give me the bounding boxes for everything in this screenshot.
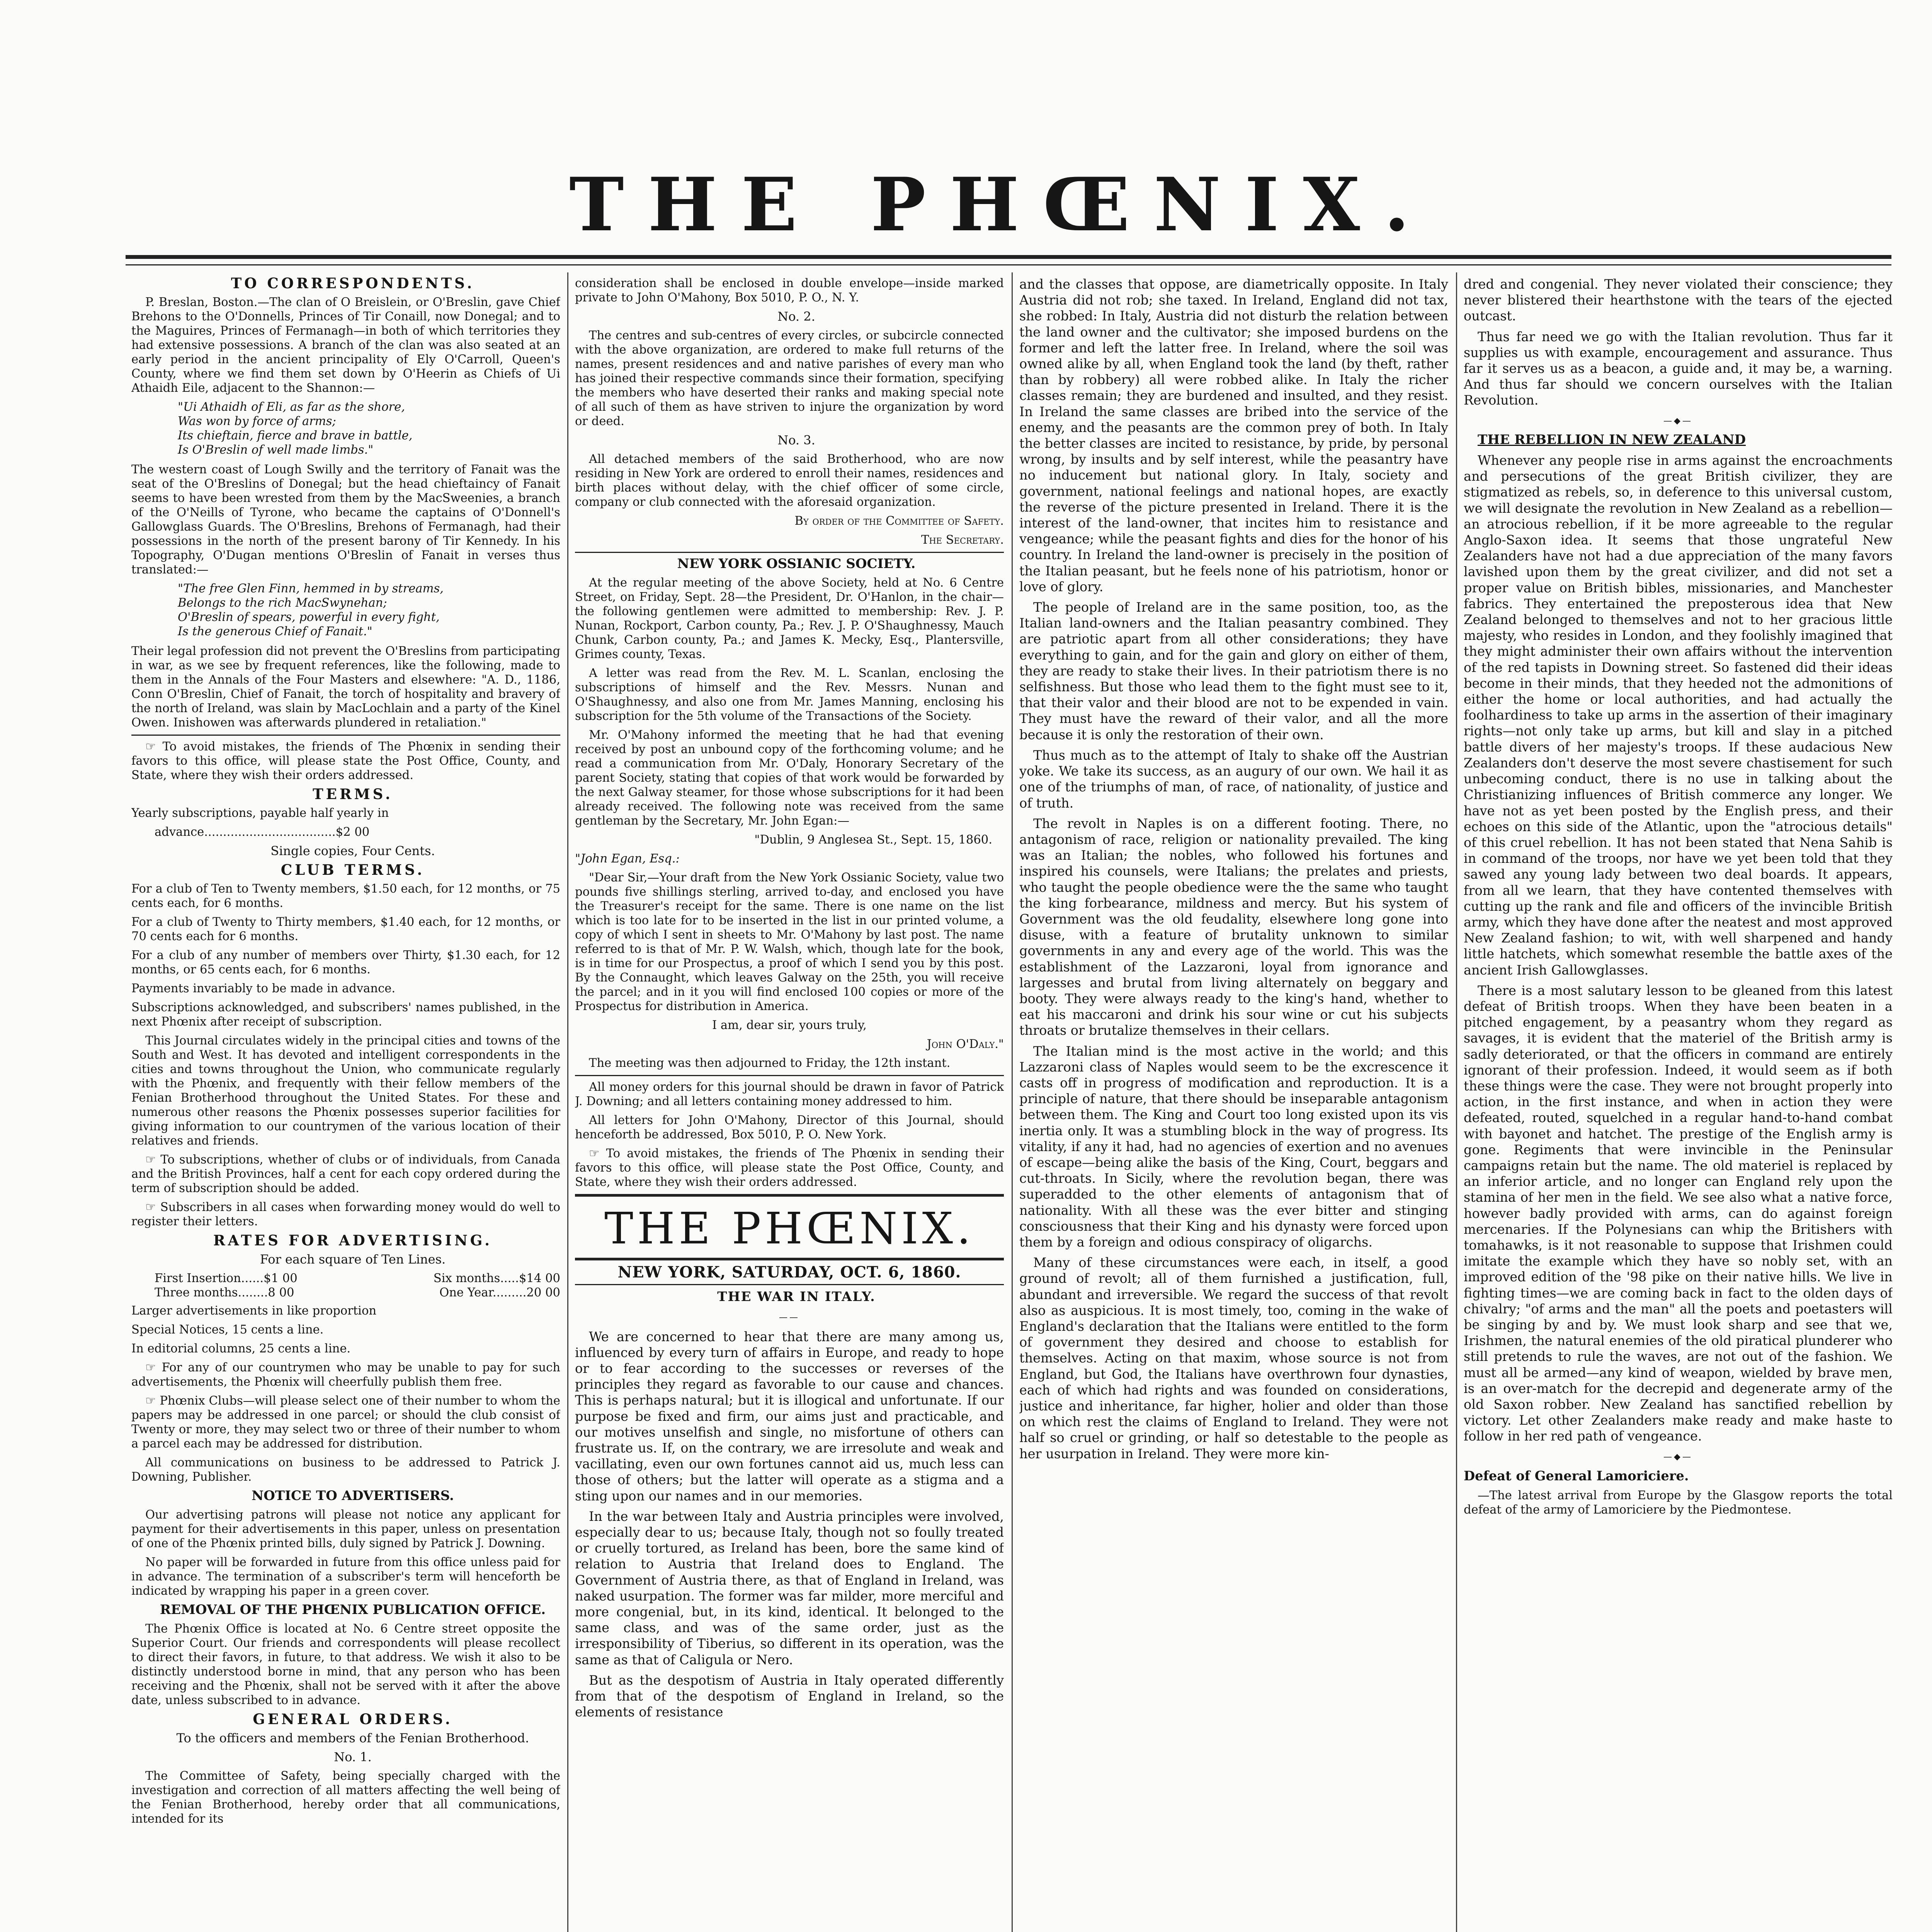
order-signature: By order of the Committee of Safety. bbox=[794, 514, 1004, 528]
club-term: For a club of Twenty to Thirty members, $1.40 each, for 12 months, or 70 cents each for 6 months. bbox=[131, 915, 560, 943]
letter-salutation: "John Egan, Esq.: bbox=[575, 852, 680, 866]
notice: All letters for John O'Mahony, Director of this Journal, should henceforth be addressed, Box 5010, P. O. New York. bbox=[575, 1114, 1004, 1141]
section-rule bbox=[575, 1284, 1004, 1285]
article-paragraph: Thus much as to the attempt of Italy to shake off the Austrian yoke. We take its success, as an augury of our own. We hail it as one of the triumphs of man, of race, of nationality, of justice and of truth. bbox=[1019, 747, 1448, 811]
general-orders-heading: GENERAL ORDERS. bbox=[253, 1711, 453, 1728]
dateline: NEW YORK, SATURDAY, OCT. 6, 1860. bbox=[617, 1263, 961, 1281]
masthead-rule-thin bbox=[126, 264, 1891, 265]
rate-first-insertion: First Insertion......$1 00 bbox=[155, 1272, 298, 1285]
order-paragraph: The centres and sub-centres of every circles, or subcircle connected with the above organization, are ordered to make full returns of the names, present residences and and native parishes of every man who has joined their respective commands since their formation, specifying the members who have deserted their ranks and making special note of all such of them as have striven to injure the organization by word or deed. bbox=[575, 329, 1004, 428]
verse bbox=[178, 582, 560, 639]
club-term: For a club of any number of members over Thirty, $1.30 each, for 12 months, or 65 cents each, for 6 months. bbox=[131, 949, 560, 976]
notice: ☞ To avoid mistakes, the friends of The Phœnix in sending their favors to this office, will please state the Post Office, County, and State, where they wish their orders addressed. bbox=[575, 1147, 1004, 1189]
section-rule bbox=[575, 1075, 1004, 1076]
column-4 bbox=[1464, 276, 1893, 1932]
notice: ☞ Subscribers in all cases when forwarding money would do well to register their letters. bbox=[131, 1201, 560, 1228]
club-term: Payments invariably to be made in advance. bbox=[131, 982, 396, 995]
notice: All communications on business to be addressed to Patrick J. Downing, Publisher. bbox=[131, 1456, 560, 1484]
order-number: No. 2. bbox=[777, 309, 815, 324]
letter-body: "Dear Sir,—Your draft from the New York Ossianic Society, value two pounds five shillings sterling, arrived to-day, and enclosed you have the Treasurer's receipt for the same. There is one name on the list which is too late for to be inserted in the list in our printed volume, a copy of which I sent in sheets to Mr. O'Mahony by last post. The name referred to is that of Mr. P. W. Walsh, which, though late for the book, is in time for our Prospectus, a proof of which I send you by this post. By the Connaught, which leaves Galway on the 25th, you will receive the parcel; and in it you will find enclosed 100 copies or more of the Prospectus for distribution in America. bbox=[575, 871, 1004, 1013]
ossianic-paragraph: Mr. O'Mahony informed the meeting that he had that evening received by post an unbound copy of the forthcoming volume; and he read a communication from Mr. O'Daly, Honorary Secretary of the parent Society, stating that copies of that work would be forwarded by the next Galway steamer, for those whose subscriptions for it had been already received. The following note was received from the same gentleman by the Secretary, Mr. John Egan:— bbox=[575, 728, 1004, 828]
club-terms-heading: CLUB TERMS. bbox=[281, 861, 425, 878]
advertisers-paragraph: No paper will be forwarded in future from this office unless paid for in advance. The termination of a subscriber's term will henceforth be indicated by wrapping his paper in a green cover. bbox=[131, 1556, 560, 1598]
masthead-rule-thick bbox=[126, 255, 1891, 259]
ossianic-paragraph: A letter was read from the Rev. M. L. Scanlan, enclosing the subscriptions of himself and the Rev. Messrs. Nunan and O'Shaughnessy, and also one from Mr. James Manning, enclosing his subscription for the 5th volume of the Transactions of the Society. bbox=[575, 667, 1004, 723]
verse bbox=[178, 400, 560, 457]
article-paragraph: —The latest arrival from Europe by the Glasgow reports the total defeat of the army of Lamoriciere by the Piedmontese. bbox=[1464, 1489, 1893, 1517]
order-paragraph: consideration shall be enclosed in double envelope—inside marked private to John O'Mahony, Box 5010, P. O., N. Y. bbox=[575, 277, 1004, 304]
article-paragraph: and the classes that oppose, are diametrically opposite. In Italy Austria did not rob; she taxed. In Ireland, England did not tax, she robbed: In Italy, Austria did not disturb the relation between the land owner and the cultivator; she imposed burdens on the former and left the latter free. In Ireland, where the soil was owned alike by all, when England took the land (by theft, rather than by robbery) all were robbed alike. In Italy the richer classes remain; they are burdened and insulted, and they resist. In Ireland the same classes are bribed into the service of the enemy, and the peasants are the common prey of both. In Italy the better classes are incited to resistance, by pride, by personal wrong, by insults and by self interest, while the peasantry have no inducement but national glory. In Italy, society and government, national feelings and national hopes, are exactly the reverse of the picture presented in Ireland. There it is the interest of the land-owner, that incites him to resistance and vengeance; while the peasant fights and dies for the honor of his country. In Ireland the land-owner is precisely in the position of the Italian peasant, but he feels none of his patriotism, honor or love of glory. bbox=[1019, 277, 1448, 594]
notice: ☞ Phœnix Clubs—will please select one of their number to whom the papers may be addressed in one parcel; or should the club consist of Twenty or more, they may select two or three of their number to whom a parcel each may be addressed for distribution. bbox=[131, 1394, 560, 1451]
club-term: Subscriptions acknowledged, and subscribers' names published, in the next Phœnix after receipt of subscription. bbox=[131, 1001, 560, 1029]
article-paragraph: The Italian mind is the most active in the world; and this Lazzaroni class of Naples would seem to be the excrescence it casts off in progress of modification and reproduction. It is a principle of nature, that there should be inseparable antagonism between them. The King and Court too long existed upon its vis inertia only. It was a stumbling block in the way of progress. Its vitality, if any it had, had no agencies of exertion and no avenues of escape—being alike the basis of the King, Court, beggars and cut-throats. In Sicily, where the revolution began, there was superadded to the other elements of antagonism that of nationality. With all these was the ever bitter and stinging consciousness that their King and his dynasty were forced upon them by a foreign and odious conspiracy of oligarchs. bbox=[1019, 1043, 1448, 1250]
rates-line: In editorial columns, 25 cents a line. bbox=[131, 1342, 351, 1355]
correspondents-paragraph: P. Breslan, Boston.—The clan of O Breislein, or O'Breslin, gave Chief Brehons to the O'Donnells, Princes of Tir Conaill, now Donegal; and to the Maguires, Princes of Fermanagh—in both of which territories they had extensive possessions. A branch of the clan was also seated at an early period in the ancient principality of Ely O'Carroll, Queen's County, where we find them set down by O'Heerin as Chiefs of Ui Athaidh Eile, adjacent to the Shannon:— bbox=[131, 296, 560, 395]
verse-line: Belongs to the rich MacSwynehan; bbox=[178, 596, 387, 610]
verse-line: "Ui Athaidh of Eli, as far as the shore, bbox=[178, 400, 405, 414]
article-paragraph: In the war between Italy and Austria principles were involved, especially dear to us; because Italy, though not so foully treated or cruelly tortured, as Ireland has been, bore the same kind of relation to Austria that Ireland does to England. The Government of Austria there, as that of England in Ireland, was naked usurpation. The former was far milder, more merciful and more congenial, but, in its kind, identical. It belonged to the same class, and was of the same order, just as the irresponsibility of Tiberius, so different in its operation, was the same as that of Caligula or Nero. bbox=[575, 1509, 1004, 1667]
notice: ☞ To avoid mistakes, the friends of The Phœnix in sending their favors to this office, will please state the Post Office, County, and State, where they wish their orders addressed. bbox=[131, 740, 560, 782]
column-2 bbox=[575, 276, 1004, 1932]
circulation-paragraph: This Journal circulates widely in the principal cities and towns of the South and West. It has devoted and intelligent correspondents in the cities and towns throughout the Union, who communicate regularly with the Phœnix, and frequently with their fellow members of the Fenian Brotherhood throughout the United States. For these and numerous other reasons the Phœnix possesses superior facilities for giving information to our countrymen of the various location of their relatives and friends. bbox=[131, 1034, 560, 1148]
section-rule bbox=[575, 1194, 1004, 1197]
section-rule bbox=[575, 552, 1004, 553]
rates-row bbox=[155, 1271, 560, 1286]
section-rule bbox=[575, 1258, 1004, 1260]
rates-subheading: For each square of Ten Lines. bbox=[260, 1252, 446, 1267]
ornament: —— bbox=[779, 1313, 800, 1323]
article-paragraph: There is a most salutary lesson to be gleaned from this latest defeat of British troops. When they have been beaten in a pitched engagement, by a peasantry whom they regard as savages, it is evident that the materiel of the British army is sadly deteriorated, or that the officers in command are entirely ignorant of their profession. Indeed, it would seem as if both these things were the case. They were not brought properly into action, in the first instance, and when in action they were defeated, routed, squelched in a regular hand-to-hand combat with bayonet and hatchet. The prestige of the English army is gone. Regiments that were invincible in the Peninsular campaigns retain but the name. The old materiel is replaced by an inferior article, and no longer can England rely upon the stamina of her men in the field. We see also what a native force, however badly provided with arms, can do against foreign mercenaries. If the Polynesians can whip the Britishers with tomahawks, is it not reasonable to suppose that Irishmen could imitate the example which they have so nobly set, with an improved edition of the '98 pike on their native hills. We live in fighting times—we are coming back in fact to the olden days of chivalry; "of arms and the man" all the poets and poetasters will be singing by and by. We must look sharp and see that we, Irishmen, the natural enemies of the old piratical plunderer who still pretends to rule the waves, are not out of the fashion. We must all be armed—any kind of weapon, wielded by brave men, is an over-match for the decrepid and degenerate army of the old Saxon robber. New Zealand has sanctified rebellion by victory. Let other Zealanders make ready and make haste to follow in her red path of vengeance. bbox=[1464, 983, 1893, 1444]
removal-paragraph: The Phœnix Office is located at No. 6 Centre street opposite the Superior Court. Our friends and correspondents will please recollect to direct their favors, in future, to that address. We wish it also to be distinctly understood borne in mind, that any person who has been receiving and the Phœnix, shall not be served with it after the above date, unless subscribed to in advance. bbox=[131, 1622, 560, 1707]
article-paragraph: But as the despotism of Austria in Italy operated differently from that of the despotism of England in Ireland, so the elements of resistance bbox=[575, 1672, 1004, 1720]
terms-heading: TERMS. bbox=[313, 786, 393, 803]
ossianic-paragraph: The meeting was then adjourned to Friday, the 12th instant. bbox=[589, 1056, 951, 1070]
verse-line: Is O'Breslin of well made limbs." bbox=[178, 443, 374, 457]
rate-three-months: Three months........8 00 bbox=[155, 1286, 294, 1299]
article-heading: THE WAR IN ITALY. bbox=[717, 1289, 876, 1305]
advertisers-paragraph: Our advertising patrons will please not notice any applicant for payment for their advertisements in this paper, unless on presentation of one of the Phœnix printed bills, duly signed by Patrick J. Downing. bbox=[131, 1508, 560, 1550]
order-number: No. 3. bbox=[777, 433, 815, 447]
rates-line: Larger advertisements in like proportion bbox=[131, 1304, 377, 1318]
terms-line: Yearly subscriptions, payable half yearly in bbox=[131, 806, 389, 820]
ossianic-paragraph: At the regular meeting of the above Society, held at No. 6 Centre Street, on Friday, Sept. 28—the President, Dr. O'Hanlon, in the chair—the following gentlemen were admitted to membership: Rev. J. P. Nunan, Rockport, Carbon county, Pa.; Rev. J. P. O'Shaughnessy, Mauch Chunk, Carbon county, Pa.; and James K. Mecky, Esq., Plantersville, Grimes county, Texas. bbox=[575, 576, 1004, 661]
terms-single: Single copies, Four Cents. bbox=[270, 844, 435, 858]
removal-heading: REMOVAL OF THE PHŒNIX PUBLICATION OFFICE. bbox=[160, 1602, 546, 1617]
verse-line: Is the generous Chief of Fanait." bbox=[178, 625, 372, 638]
article-paragraph: Whenever any people rise in arms against the encroachments and persecutions of the great British civilizer, they are stigmatized as rebels, so, in deference to this universal custom, we will designate the revolution in New Zealand as a rebellion—an atrocious rebellion, if it be more agreeable to the regular Anglo-Saxon idea. It seems that those ungrateful New Zealanders have not had a due appreciation of the many favors lavished upon them by the great civilizer, and did not set a proper value on British bibles, missionaries, and Manchester fabrics. They entertained the preposterous idea that New Zealand belonged to themselves and not to her gracious little majesty, who resides in London, and they foolishly imagined that they might administer their own affairs without the intervention of the red tapists in Downing street. So fastened did their ideas become in their minds, that they heeded not the admonitions of either the home or local authorities, and had actually the foolhardiness to take up arms in the assertion of their imaginary rights—not only take up arms, but kill and slay in a pitched battle divers of her majesty's troops. If these audacious New Zealanders don't deserve the most severe chastisement for such unbecoming conduct, there is no use in talking about the Christianizing influences of British commerce any longer. We have not as yet been posted by the English press, and their echoes on this side of the Atlantic, upon the "atrocious details" of this cruel rebellion. It has not been stated that Nena Sahib is in command of the troops, nor have we yet been told that they sawed any young lady between two deal boards. It appears, from all we learn, that they have contented themselves with cutting up the rank and file and officers of the invincible British army, which they have done after the neatest and most approved New Zealand fashion; to wit, with well sharpened and handy little hatchets, which somewhat resemble the battle axes of the ancient Irish Gallowglasses. bbox=[1464, 453, 1893, 978]
article-paragraph: The people of Ireland are in the same position, too, as the Italian land-owners and the Italian peasantry combined. They are patriotic apart from all other considerations; they have everything to gain, and for the gain and glory on either of them, they are ready to stake their lives. In their patriotism there is no selfishness. But those who lead them to the fight must see to it, that their valor and their blood are not to be expended in vain. They must have the reward of their valor, and all the more because it is only the restoration of their own. bbox=[1019, 600, 1448, 742]
order-paragraph: All detached members of the said Brotherhood, who are now residing in New York are ordered to enroll their names, residences and birth places without delay, with the chief officer of some circle, company or club connected with the aforesaid organization. bbox=[575, 452, 1004, 509]
order-paragraph: The Committee of Safety, being specially charged with the investigation and correction of all matters affecting the well being of the Fenian Brotherhood, hereby order that all communications, intended for its bbox=[131, 1769, 560, 1826]
column-1 bbox=[131, 276, 560, 1932]
verse-line: Was won by force of arms; bbox=[178, 415, 336, 428]
rate-one-year: One Year.........20 00 bbox=[439, 1286, 560, 1299]
column-divider bbox=[567, 272, 568, 1932]
notice: ☞ For any of our countrymen who may be unable to pay for such advertisements, the Phœnix will cheerfully publish them free. bbox=[131, 1361, 560, 1389]
editorial-masthead: THE PHŒNIX. bbox=[604, 1204, 975, 1254]
advertisers-heading: NOTICE TO ADVERTISERS. bbox=[252, 1488, 454, 1503]
letter-signature: John O'Daly." bbox=[927, 1037, 1004, 1051]
rates-row bbox=[155, 1286, 560, 1300]
column-divider bbox=[1012, 272, 1013, 1932]
correspondents-heading: TO CORRESPONDENTS. bbox=[231, 276, 475, 292]
club-term: For a club of Ten to Twenty members, $1.50 each, for 12 months, or 75 cents each, for 6 months. bbox=[131, 882, 560, 910]
rates-heading: RATES FOR ADVERTISING. bbox=[213, 1232, 492, 1249]
order-number: No. 1. bbox=[334, 1750, 372, 1764]
column-3 bbox=[1019, 276, 1448, 1932]
article-paragraph: We are concerned to hear that there are many among us, influenced by every turn of affairs in Europe, and ready to hope or to fear according to the successes or reverses of the principles they regard as favorable to our cause and chances. This is perhaps natural; but it is illogical and unfortunate. If our purpose be fixed and firm, our aims just and practicable, and our motives unselfish and single, no misfortune of others can frustrate us. If, on the contrary, we are irresolute and weak and vacillating, even our own fortunes cannot aid us, much less can those of others; but the latter will operate as a stigma and a sting upon our names and in our memories. bbox=[575, 1329, 1004, 1503]
terms-advance: advance...................................$2 00 bbox=[155, 825, 370, 839]
verse-line: "The free Glen Finn, hemmed in by streams, bbox=[178, 582, 444, 595]
rates-line: Special Notices, 15 cents a line. bbox=[131, 1323, 324, 1337]
general-orders-subheading: To the officers and members of the Fenian Brotherhood. bbox=[176, 1731, 529, 1745]
column-divider bbox=[1456, 272, 1457, 1932]
article-paragraph: dred and congenial. They never violated their conscience; they never blistered their hearthstone with the tears of the ejected outcast. bbox=[1464, 277, 1893, 324]
verse-line: O'Breslin of spears, powerful in every fight, bbox=[178, 611, 440, 624]
order-signature: The Secretary. bbox=[921, 533, 1004, 547]
section-rule bbox=[131, 735, 560, 736]
notice: ☞ To subscriptions, whether of clubs or of individuals, from Canada and the British Provinces, half a cent for each copy ordered during the term of subscription should be added. bbox=[131, 1153, 560, 1195]
article-paragraph: Many of these circumstances were each, in itself, a good ground of revolt; all of them furnished a justification, full, abundant and irreversible. We regard the success of that revolt also as auspicious. It is most timely, too, coming in the wake of England's declaration that the Italians were entitled to the form of government they desired and choose to establish for themselves. Acting on that maxim, whose source is not from England, but God, the Italians have overthrown four dynasties, each of which had rights and was founded on considerations, justice and inheritance, far higher, holier and older than those on which rest the claims of England to Ireland. They were not half so cruel or grinding, or half so detestable to the people as her usurpation in Ireland. They were more kin- bbox=[1019, 1255, 1448, 1461]
article-paragraph: Thus far need we go with the Italian revolution. Thus far it supplies us with example, encouragement and assurance. Thus far it serves us as a beacon, a guide and, it may be, a warning. And thus far should we concern ourselves with the Italian Revolution. bbox=[1464, 329, 1893, 408]
article-paragraph: The revolt in Naples is on a different footing. There, no antagonism of race, religion or nationality prevailed. The king was an Italian; the nobles, who followed his fortunes and inspired his counsels, were Italians; the prelates and priests, who taught the people obedience were the the same who taught the king forbearance, mildness and mercy. But his system of Government was the old feudality, elsewhere long gone into disuse, with a feature of brutality unknown to similar governments in any and every age of the world. This was the establishment of the Lazzaroni, loyal from ignorance and largesses and brutal from living alternately on beggary and booty. They were always ready to the king's hand, whether to eat his maccaroni and drink his sour wine or cut his subjects throats or brutalize themselves in their cellars. bbox=[1019, 816, 1448, 1038]
ornament: —◆— bbox=[1663, 416, 1693, 426]
rate-six-months: Six months.....$14 00 bbox=[433, 1272, 560, 1285]
letter-date: "Dublin, 9 Anglesea St., Sept. 15, 1860. bbox=[754, 833, 992, 847]
correspondents-paragraph: Their legal profession did not prevent the O'Breslins from participating in war, as we see by frequent references, like the following, made to them in the Annals of the Four Masters and elsewhere: "A. D., 1186, Conn O'Breslin, Chief of Fanait, the torch of hospitality and bravery of the north of Ireland, was slain by MacLochlain and a party of the Kinel Owen. Inishowen was afterwards plundered in retaliation." bbox=[131, 645, 560, 730]
notice: All money orders for this journal should be drawn in favor of Patrick J. Downing; and all letters containing money addressed to him. bbox=[575, 1080, 1004, 1108]
verse-line: Its chieftain, fierce and brave in battle, bbox=[178, 429, 413, 442]
correspondents-paragraph: The western coast of Lough Swilly and the territory of Fanait was the seat of the O'Breslins of Donegal; but the head chieftaincy of Fanait seems to have been wrested from them by the MacSweenies, a branch of the O'Neills of Tyrone, who became the captains of O'Donnell's Gallowglass Guards. The O'Breslins, Brehons of Fermanagh, had their possessions in the north of the present barony of Tir Kennedy. In his Topography, O'Dugan mentions O'Breslin of Fanait in verses thus translated:— bbox=[131, 463, 560, 577]
ornament: —◆— bbox=[1663, 1452, 1693, 1462]
masthead: THE PHŒNIX. bbox=[569, 162, 1434, 248]
letter-close: I am, dear sir, yours truly, bbox=[712, 1019, 867, 1032]
ossianic-heading: NEW YORK OSSIANIC SOCIETY. bbox=[677, 556, 916, 571]
article-heading: THE REBELLION IN NEW ZEALAND bbox=[1478, 432, 1746, 447]
article-heading: Defeat of General Lamoriciere. bbox=[1464, 1468, 1689, 1483]
